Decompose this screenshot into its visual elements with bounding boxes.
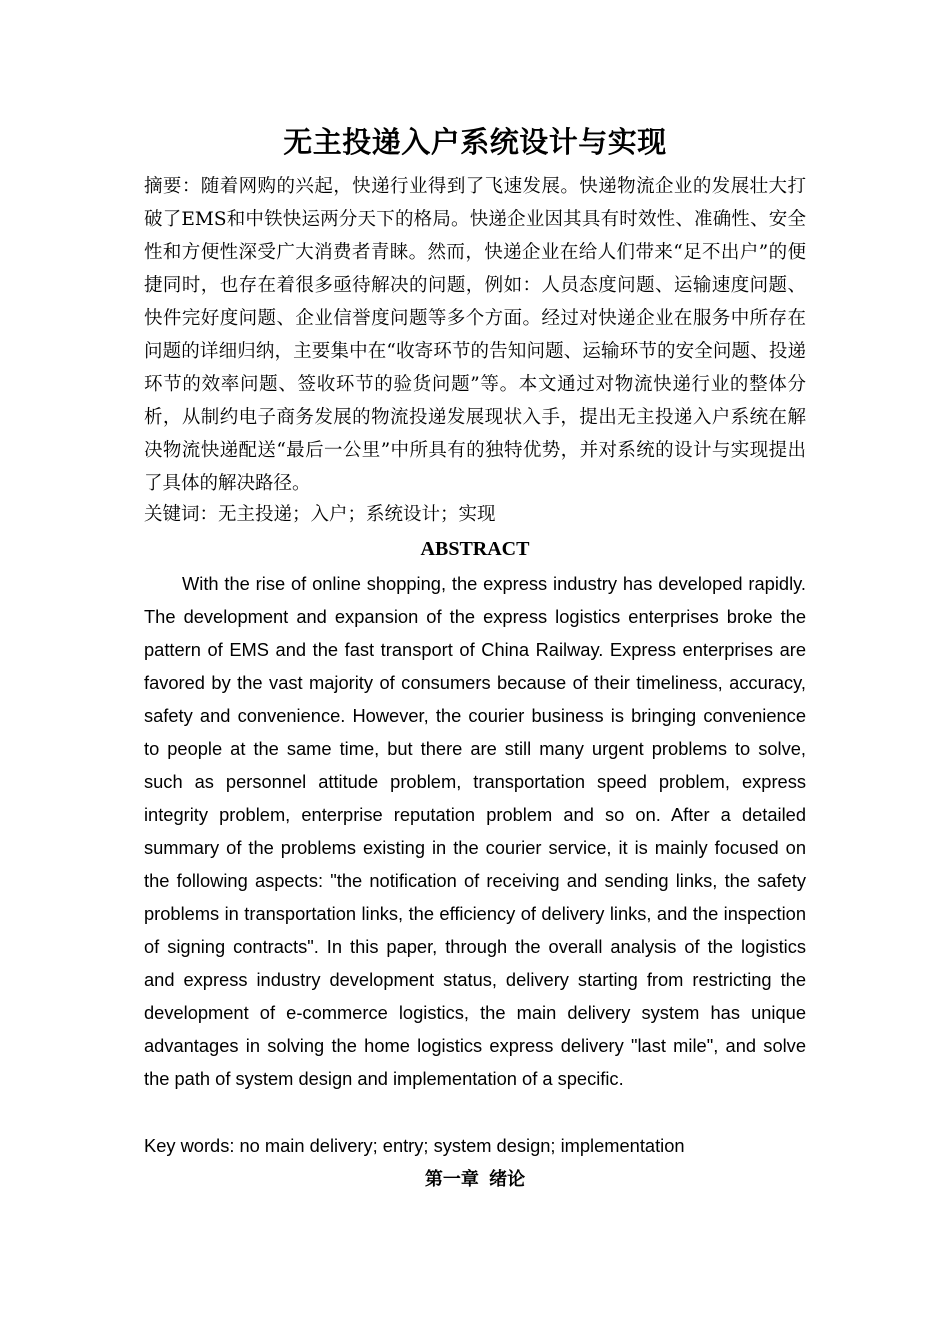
chapter-heading: 第一章 绪论	[424, 1169, 526, 1190]
english-keywords: Key words: no main delivery; entry; system design; implementation	[144, 1135, 685, 1156]
chinese-keywords: 关键词：无主投递；入户；系统设计；实现	[144, 504, 496, 525]
chinese-abstract: 摘要：随着网购的兴起，快递行业得到了飞速发展。快递物流企业的发展壮大打破了EMS和中铁快运两分天下的格局。快递企业因其具有时效性、准确性、安全性和方便性深受广大消费者青睐。然而，快递企业在给人们带来“足不出户”的便捷同时，也存在着很多亟待解决的问题，例如：人员态度问题、运输速度问题、快件完好度问题、企业信誉度问题等多个方面。经过对快递企业在服务中所存在问题的详细归纳，主要集中在“收寄环节的告知问题、运输环节的安全问题、投递环节的效率问题、签收环节的验货问题”等。本文通过对物流快递行业的整体分析，从制约电子商务发展的物流投递发展现状入手，提出无主投递入户系统在解决物流快递配送“最后一公里”中所具有的独特优势，并对系统的设计与实现提出了具体的解决路径。	[144, 176, 806, 494]
english-abstract: With the rise of online shopping, the express industry has developed rapidly. The development and expansion of the express logistics enterprises broke the pattern of EMS and the fast transport of China Railway. Express enterprises are favored by the vast majority of consumers because of their timeliness, accuracy, safety and convenience. However, the courier business is bringing convenience to people at the same time, but there are still many urgent problems to solve, such as personnel attitude problem, transportation speed problem, express integrity problem, enterprise reputation problem and so on. After a detailed summary of the problems existing in the courier service, it is mainly focused on the following aspects: "the notification of receiving and sending links, the safety problems in transportation links, the efficiency of delivery links, and the inspection of signing contracts". In this paper, through the overall analysis of the logistics and express industry development status, delivery starting from restricting the development of e-commerce logistics, the main delivery system has unique advantages in solving the home logistics express delivery "last mile", and solve the path of system design and implementation of a specific.	[144, 573, 806, 1089]
abstract-heading: ABSTRACT	[420, 538, 530, 560]
paper-title: 无主投递入户系统设计与实现	[283, 125, 667, 159]
